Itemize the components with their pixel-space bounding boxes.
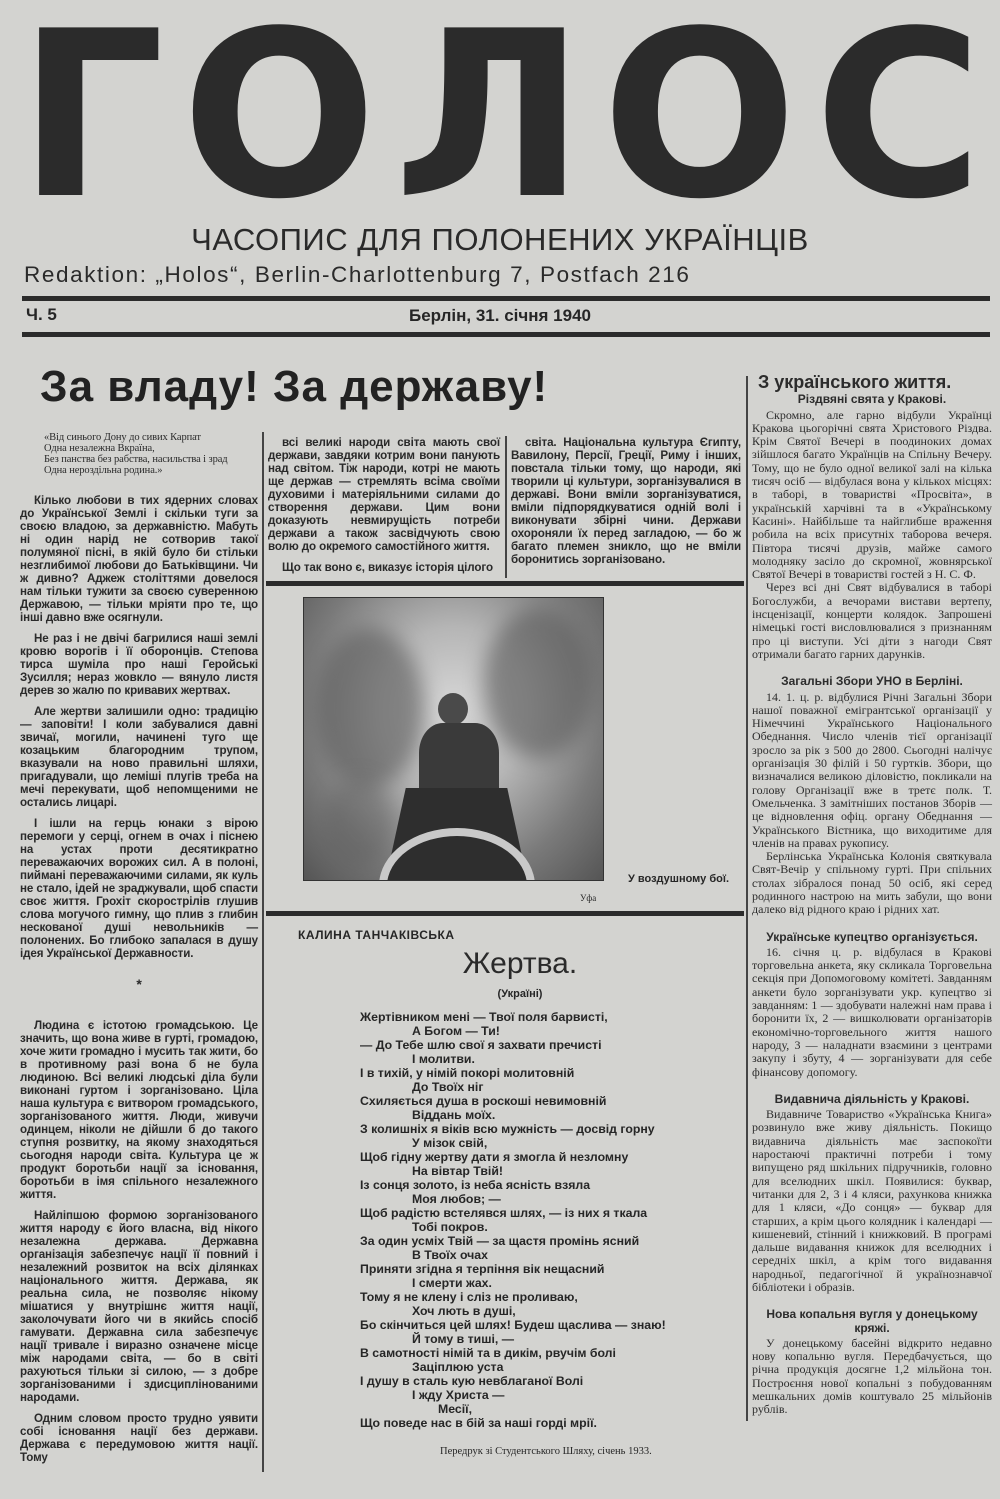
photo-air-battle [303,597,604,881]
column-divider [505,436,507,578]
section-separator: * [136,976,142,992]
news-article-title: Українське купецтво організується. [766,929,978,944]
poem-line: Схиляється душа в роскоші невимовній [360,1094,607,1108]
poem-line: Заціплюю уста [412,1360,504,1374]
poem-line: Приняти згідна я терпіння вік нещасний [360,1262,605,1276]
poem-line: З колишніх я віків всю мужність — досвід горну [360,1122,655,1136]
poem-line: Тобі покров. [412,1220,488,1234]
poem-line: В Твоїх очах [412,1248,488,1262]
article-paragraph: Не раз і не двічі багрилися наші землі кровю ворогів і її оборонців. Степова тирса шуміла про наші Геройські Зусилля; нераз жовкло — вянуло листя дерев зо жалю по кривавих жертвах. [20,632,258,697]
poem-line: Із сонця золото, із неба ясність взяла [360,1178,591,1192]
article-paragraph: І ішли на герць юнаки з вірою перемоги у серці, огнем в очах і піснею на устах проти десятикратно переважаючих ворожих сил. А в полоні, пиймані переважаючими силами, як куль не стало, ідей не зраджували, щоб спасти своє життя. Грохіт скорострілів глушив слова могучого гимну, що плив з глибин нескованої душі невольників — полонених. Бо глибоко запалася в душу ідея Української Державности. [20,817,258,960]
lead-article-column-3 [511,436,741,574]
epigraph-line: «Від синього Дону до сивих Карпат [44,432,201,443]
masthead-letter: О [601,0,798,250]
column-divider [746,376,748,1421]
poem-line: У мізок свій, [412,1136,488,1150]
photo-caption: У воздушному бої. [628,873,730,885]
poem-line: — До Тебе шлю свої я захвати пречисті [360,1038,602,1052]
section-rule [266,581,744,586]
poem-line: І душу в сталь кую невблаганої Волі [360,1374,584,1388]
poem-body [360,1010,666,1430]
poem-title: Жертва. [462,947,578,980]
poem-line: Й тому в тиші, — [412,1332,515,1346]
news-article-paragraph: Берлінська Українська Колонія святкувала Свят-Вечір у спільному гурті. При спільних столах зібралося понад 50 осіб, які серед родинного настрою на мить забули, що вони далеко від рідного краю і рідних хат. [752,849,992,917]
article-paragraph: Найліпшою формою зорганізованого життя народу є його власна, від нікого незалежна держава. Державна організація забезпечує нації її повний і незалежний розвиток на всіх ділянках національного життя. Держава, як реальна сила, не позволяє нікому мішатися у внутрішнє життя нації, заколочувати його чи в якийсь спосіб гамувати. Державна сила забезпечує нації тривале і виразно означене місце між народами світа, — бо в світі рахуються тільки зі силою, — з добре зорганізованими і здисциплінованими народами. [20,1209,258,1404]
poem-line: Хоч лють в душі, [412,1304,516,1318]
poem-line: Бо скінчиться цей шлях! Будеш щаслива — знаю! [360,1318,666,1332]
poem-line: Щоб гідну жертву дати я змогла й незломну [360,1150,629,1164]
news-article-paragraph: Видавниче Товариство «Українська Книга» розвинуло вже живу діяльність. Покищо видавнича діяльність має заспокоїти наростаючі практичні потреби і тому випущено ряд шкільних підручників, головно для вселюдних шкіл. Появилися: буквар, читанки для 2, 3 і 4 кляси, рахункова книжка для 1 кляси, «До сонця» — буквар для старших, а крім цього колядник і календарі — кишеневий, стінний і книжковий. В програмі дальше видавання книжок для вселюдних і середніх шкіл, а крім того видавання народньої, педагогічної й українознавчої бібліотеки і образів. [752,1107,992,1294]
news-column [752,372,992,1431]
poem-line: На вівтар Твій! [412,1164,503,1178]
column-divider [262,432,264,1472]
article-paragraph: Але жертви залишили одно: традицію — заповіти! І коли забувалися давні звичаї, могили, начинені туго ще козацьким благородним трупом, вказували на ново правильні шляхи, пригадували, що леміші плугів треба на мечі перекувати, щоб непомщеними не остались лицарі. [20,705,258,809]
masthead-rule-top [22,296,990,301]
epigraph-line: Одна незалежна Вкраїна, [44,443,155,454]
epigraph-line: Одна нероздільна родина.» [44,465,163,476]
article-paragraph: світа. Національна культура Єгипту, Вавилону, Персії, Греції, Риму і інших, повстала тільки тому, що народи, які творили ці культури, зорганізувалися в державі. Вони вміли зорганізуватися, вміли підпорядкуватися одній волі і виконувати збірні чини. Держави охороняли їх перед загладою, — бо ж багато племен зникло, що не вміли боронитись зорганізовано. [511,436,741,566]
editorial-address: Redaktion: „Holos“, Berlin-Charlottenburg 7, Postfach 216 [24,262,691,287]
news-article [752,931,992,1079]
poem-line: До Твоїх ніг [412,1080,484,1094]
poem-line: Моя любов; — [412,1192,501,1206]
news-article [752,393,992,661]
news-article [752,675,992,916]
article-paragraph: Одним словом просто трудно уявити собі існовання нації без держави. Держава є передумовою життя нації. Тому [20,1412,258,1464]
poem-line: А Богом — Ти! [412,1024,500,1038]
poem-line: І в тихій, у німій покорі молитовній [360,1066,575,1080]
news-article-paragraph: 14. 1. ц. р. відбулися Річні Загальні Збори нашої поважної емігрантської організації у Німеччині Українського Національного Обеднання. Число членів тієї організації зросло за рік з 500 до 2800. Сьогодні налічує організація 30 філій і 50 гуртків. Збори, що визначалися великою діловістю, покликали на голову Організації вже в третє полк. Т. Омельченка. З замітніших постанов Зборів — це відновлення офіц. органу Обеднання — Українського Вістника, що виходитиме для членів на правах рукопису. [752,689,992,850]
masthead-letter: Г [18,0,165,250]
news-section-title: З українського життя. [758,372,952,392]
poem-line: І смерти жах. [412,1276,492,1290]
poem-line: І жду Христа — [412,1388,505,1402]
news-article [752,1093,992,1294]
poem-line: За один усміх Твій — за щастя промінь ясний [360,1234,640,1248]
poem-line: Тому я не клену і сліз не проливаю, [360,1290,578,1304]
poem-author: КАЛИНА ТАНЧАКІВСЬКА [298,928,455,942]
poem-line: Щоб радістю встелявся шлях, — із них я ткала [360,1206,648,1220]
news-article-title: Видавнича діяльність у Кракові. [774,1091,970,1106]
news-article-paragraph: У донецькому басейні відкрито недавно нову копальню вугля. Передбачується, що річна продукція досягне 1,2 мільйона тон. Построєння нової копальні з побудованням мешкальних домів коштувало 25 мільйонів рублів. [752,1335,992,1417]
poem-line: І молитви. [412,1052,475,1066]
news-article-title: Нова копальня вугля у донецькому кряжі. [766,1307,978,1335]
news-article-paragraph: Скромно, але гарно відбули Українці Кракова цьогорічні свята Христового Різдва. Крім Святої Вечері в поодиноких домах зійшлося багато Українців на Спільну Вечеру. Тому, що не було одної великої залі на кілька тисяч осіб — відбулася вона у кількох місцях: в таборі, в товаристві «Просвіта», в українській харчівні та в «Українському Касині». Найбільше та найглибше враження робила на всіх присутніх таборова вечеря. Півтора тисячі друзів, майже самого молодняку засіло до скромної, жовнярської Святої Вечері в товаристві гостей з Н. С. Ф. [752,407,992,582]
poem-source: Передрук зі Студентського Шляху, січень 1933. [440,1446,652,1457]
article-paragraph: Що так воно є, виказує історія цілого [282,561,493,574]
article-paragraph: Кілько любови в тих ядерних словах до Української Землі і скільки туги за своєю владою, за державністю. Мабуть ні один нарід не сотворив такої полумяної пісні, в якій було би стільки незглибимої любови до Батьківщини. Чи ж дивно? Аджеж століттями довелося нам тільки тужити за своєю суверенною Державою, — тільки мріяти про те, що інші давно вже осягнули. [20,494,258,624]
news-article-title: Різдвяні свята у Кракові. [797,392,947,407]
poem-dedication: (Україні) [497,988,543,1000]
masthead-rule-bottom [22,332,990,337]
news-article-title: Загальні Збори УНО в Берліні. [781,674,963,689]
article-paragraph: всі великі народи світа мають свої держави, завдяки котрим вони панують над світом. Тіж народи, котрі не мають ще держав — стремлять всіма своїми духовими і матеріяльними силами до створення держави. Цим вони доказують невмирущість потреби держави а також засвідчують свою волю до окремого самостійного життя. [268,436,500,553]
epigraph [44,432,258,476]
issue-date: Берлін, 31. січня 1940 [408,306,591,325]
article-paragraph: Людина є істотою громадською. Це значить, що вона живе в гурті, громадою, хоче жити громадно і мусить так жити, бо в противному разі вона б не була людиною. Всі великі людські діла були виконані гуртом і зорганізовано. Ціла наша культура є витвором громадського, зорганізованого життя. Люди, живучи одинцем, ніколи не дійшли б до такого ступня розвитку, на якому знаходяться сьогодня народи світа. Культура це ж продукт боротьби нації за існовання, боротьби в імя спільного незалежного життя. [20,1019,258,1201]
poem-line: Жертівником мені — Твої поля барвисті, [360,1010,608,1024]
issue-number: Ч. 5 [26,305,57,324]
section-rule [266,911,744,916]
masthead-letter: О [181,0,377,250]
epigraph-line: Без панства без рабства, насильства і зрад [44,454,228,465]
lead-article-column-2 [268,436,500,582]
poem-line: Месії, [438,1402,473,1416]
masthead-subtitle: ЧАСОПИС ДЛЯ ПОЛОНЕНИХ УКРАЇНЦІВ [191,222,809,257]
news-article [752,1308,992,1416]
lead-headline: За владу! За державу! [40,362,549,411]
masthead-letter: Л [393,0,585,250]
poem-line: Віддань моїх. [412,1108,496,1122]
masthead-letter: С [814,0,983,250]
news-article-paragraph: 16. січня ц. р. відбулася в Кракові торговельна анкета, яку скликала Торговельна секція при Допомоговому комітеті. Завданням анкети було зорганізувати укр. купецтво зі завданням: 1 — здобувати належні нам права і боронити їх, 2 — вишколювати організаторів економічно-торговельного життя нашого народу, 3 — наладнати взаємини з центрами закупу і збуту, 4 — зорганізувати для себе фінансову допомогу. [752,944,992,1079]
photo-credit: Уфа [580,893,597,903]
news-article-paragraph: Через всі дні Свят відбувалися в таборі Богослужби, а вечорами вистави вертепу, інсценізації, концерти колядок. Запрошені німецькі гості висловлювалися з признанням про ці виступи. Усі діти з нагоди Свят отримали багато гарних дарунків. [752,580,992,661]
poem-line: Що поведе нас в бій за наші горді мрії. [360,1416,597,1430]
poem-line: В самотності німій та в дикім, рвучім болі [360,1346,616,1360]
lead-article-column-1 [20,432,258,1472]
